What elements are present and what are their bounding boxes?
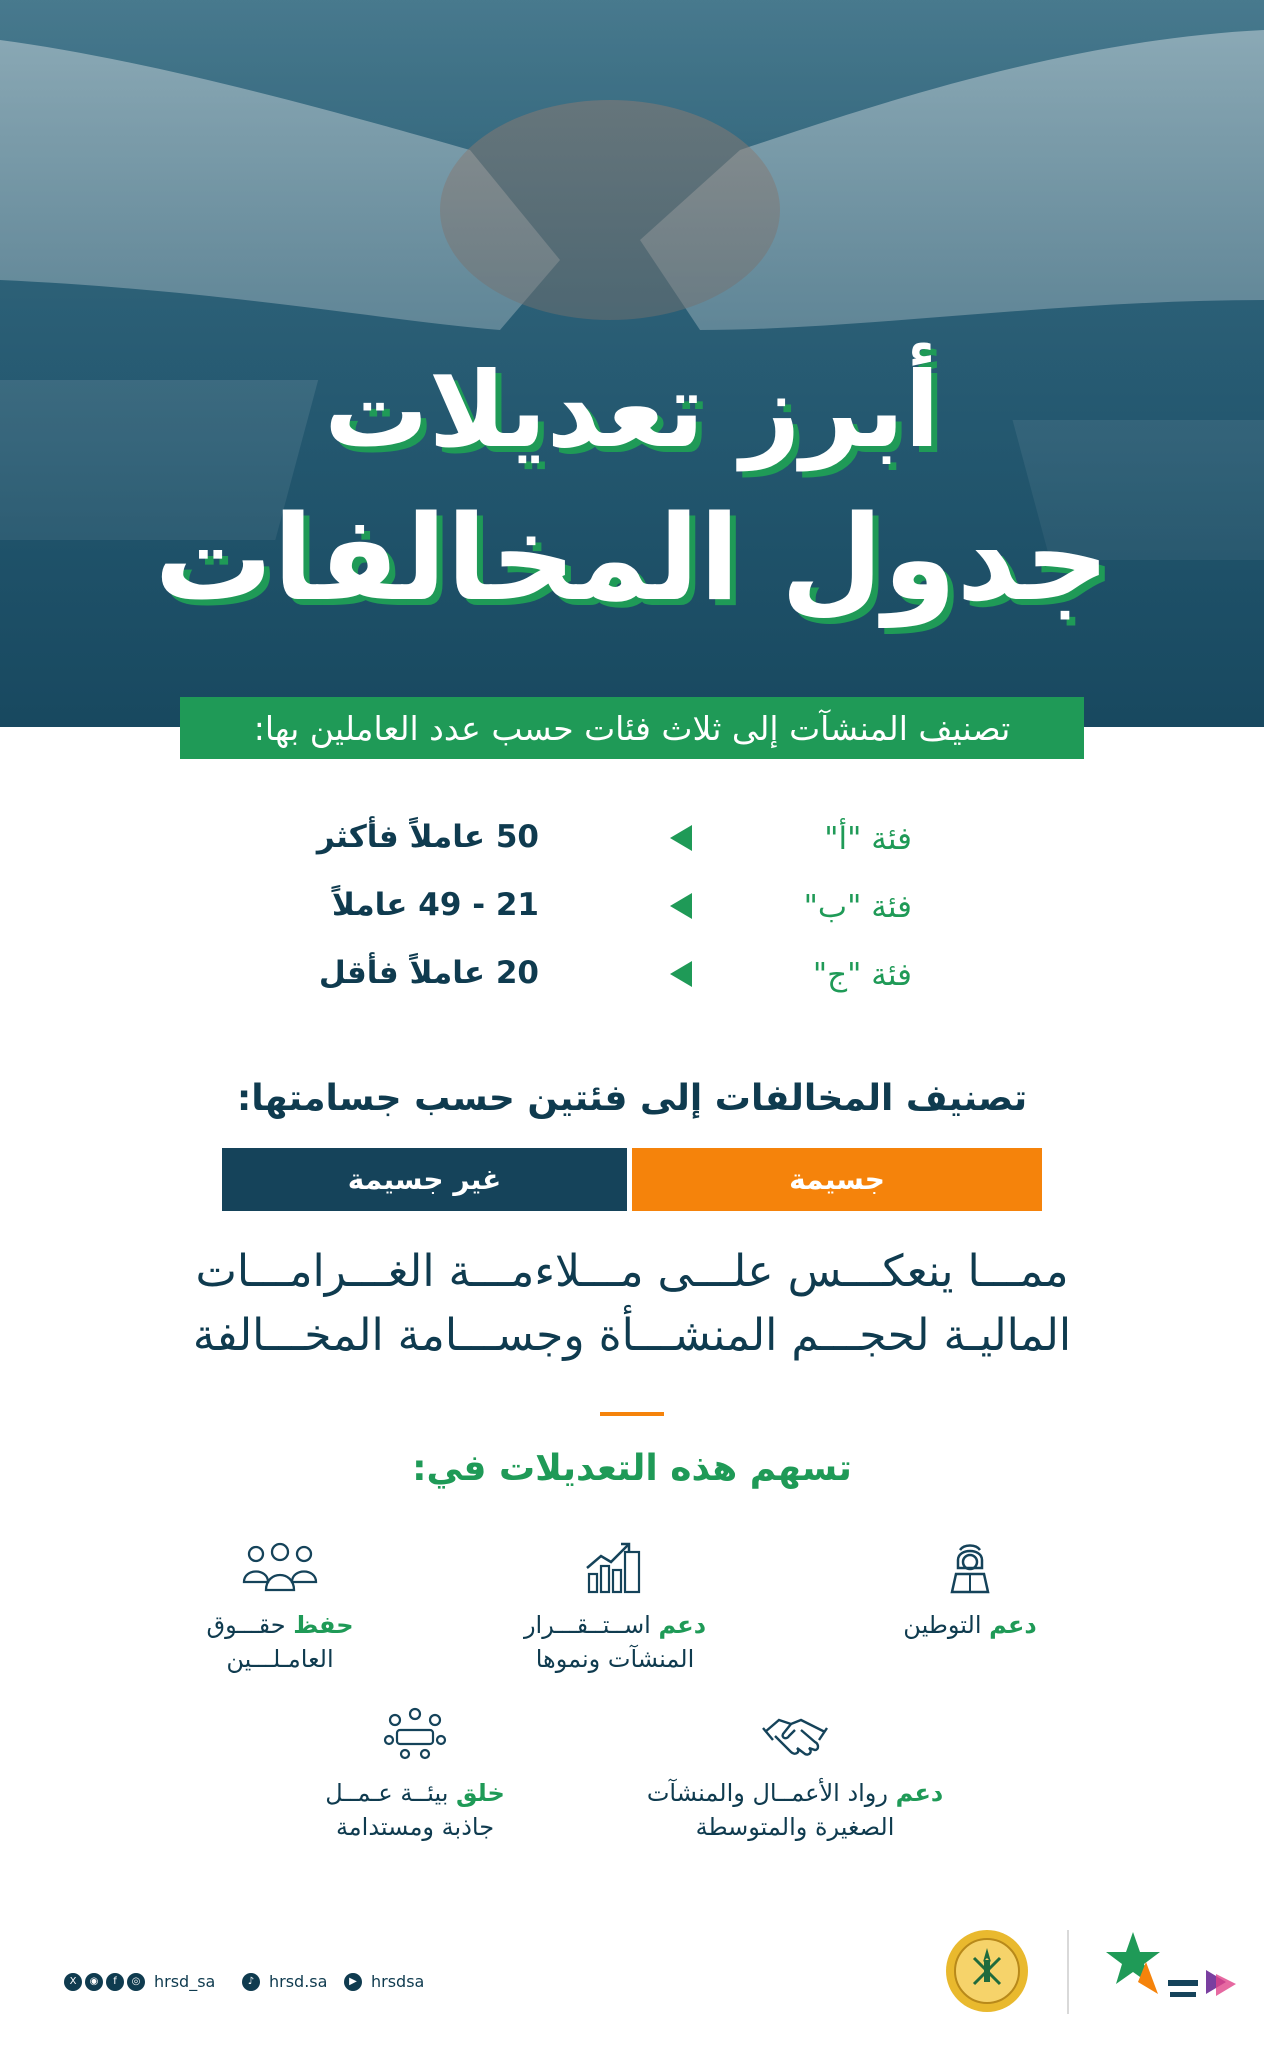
violations-heading: تصنيف المخالفات إلى فئتين حسب جسامتها: <box>236 1078 1028 1119</box>
benefit-text-line2: العامـلـــين <box>226 1645 334 1673</box>
social-site[interactable] <box>242 1972 327 1991</box>
benefit-text: دعم التوطين <box>903 1611 1037 1639</box>
benefit-text-line2: المنشآت ونموها <box>535 1645 695 1673</box>
violations-text-line2: الماليـة لحجـــم المنشـــأة وجســـامة المخـــالفة <box>192 1310 1072 1361</box>
workers-group-icon <box>240 1538 320 1594</box>
benefit-text: حفظ حقـــوق <box>206 1611 354 1639</box>
facebook-icon: f <box>106 1973 124 1991</box>
youtube-icon: ▶ <box>344 1973 362 1991</box>
handshake-icon <box>761 1706 829 1762</box>
instagram-icon: ◎ <box>127 1973 145 1991</box>
category-label: فئة "ج" <box>812 957 912 993</box>
youtube-text: hrsdsa <box>371 1972 425 1991</box>
x-icon: X <box>64 1973 82 1991</box>
tiktok-icon: ♪ <box>242 1973 260 1991</box>
meeting-table-icon <box>381 1706 449 1762</box>
snapchat-icon: ◉ <box>85 1973 103 1991</box>
section-divider <box>600 1412 664 1416</box>
hero-title-line1: أبرز تعديلات <box>324 349 940 471</box>
footer-divider <box>1067 1930 1069 2014</box>
category-row <box>0 953 1264 1003</box>
category-label: فئة "أ" <box>824 821 912 857</box>
site-text: hrsd.sa <box>269 1972 328 1991</box>
hero-title-line2: جدول المخالفات <box>154 489 1110 627</box>
category-value: 50 عاملاً فأكثر <box>316 819 539 855</box>
benefits-heading: تسهم هذه التعديلات في: <box>412 1448 852 1489</box>
category-value: 21 - 49 عاملاً <box>331 887 539 923</box>
arrow-left-icon <box>670 893 692 919</box>
category-row <box>0 817 1264 867</box>
benefit-work-environment <box>300 1706 530 1844</box>
violations-text-line1: ممـــا ينعكـــس علـــى مـــلاءمـــة الغـــرامـــات <box>195 1246 1069 1297</box>
handle-text: hrsd_sa <box>154 1972 216 1991</box>
benefit-entrepreneurs <box>630 1706 960 1844</box>
benefit-text-line2: الصغيرة والمتوسطة <box>695 1813 895 1841</box>
benefit-stability <box>490 1538 740 1676</box>
benefit-text: خلق بيئــة عـمــل <box>325 1779 505 1807</box>
benefit-text: دعم رواد الأعمــال والمنشآت <box>646 1779 944 1807</box>
arrow-left-icon <box>670 825 692 851</box>
classification-heading: تصنيف المنشآت إلى ثلاث فئات حسب عدد العاملين بها: <box>180 697 1084 759</box>
category-row <box>0 885 1264 935</box>
saudi-man-icon <box>942 1538 998 1594</box>
category-label: فئة "ب" <box>803 889 912 925</box>
category-value: 20 عاملاً فأقل <box>318 955 539 991</box>
ministry-logo <box>1098 1922 1248 2022</box>
arrow-left-icon <box>670 961 692 987</box>
benefit-text: دعم اســتــقـــرار <box>523 1611 707 1639</box>
benefit-text-line2: جاذبة ومستدامة <box>335 1813 495 1841</box>
government-seal-logo <box>944 1928 1030 2014</box>
benefit-rights <box>170 1538 390 1676</box>
social-handle-main[interactable] <box>64 1972 215 1991</box>
severe-badge: جسيمة <box>632 1148 1042 1211</box>
benefit-localization <box>860 1538 1080 1642</box>
non-severe-badge: غير جسيمة <box>222 1148 627 1211</box>
hero-banner <box>0 0 1264 727</box>
social-youtube[interactable] <box>344 1972 424 1991</box>
growth-chart-icon <box>583 1538 647 1594</box>
